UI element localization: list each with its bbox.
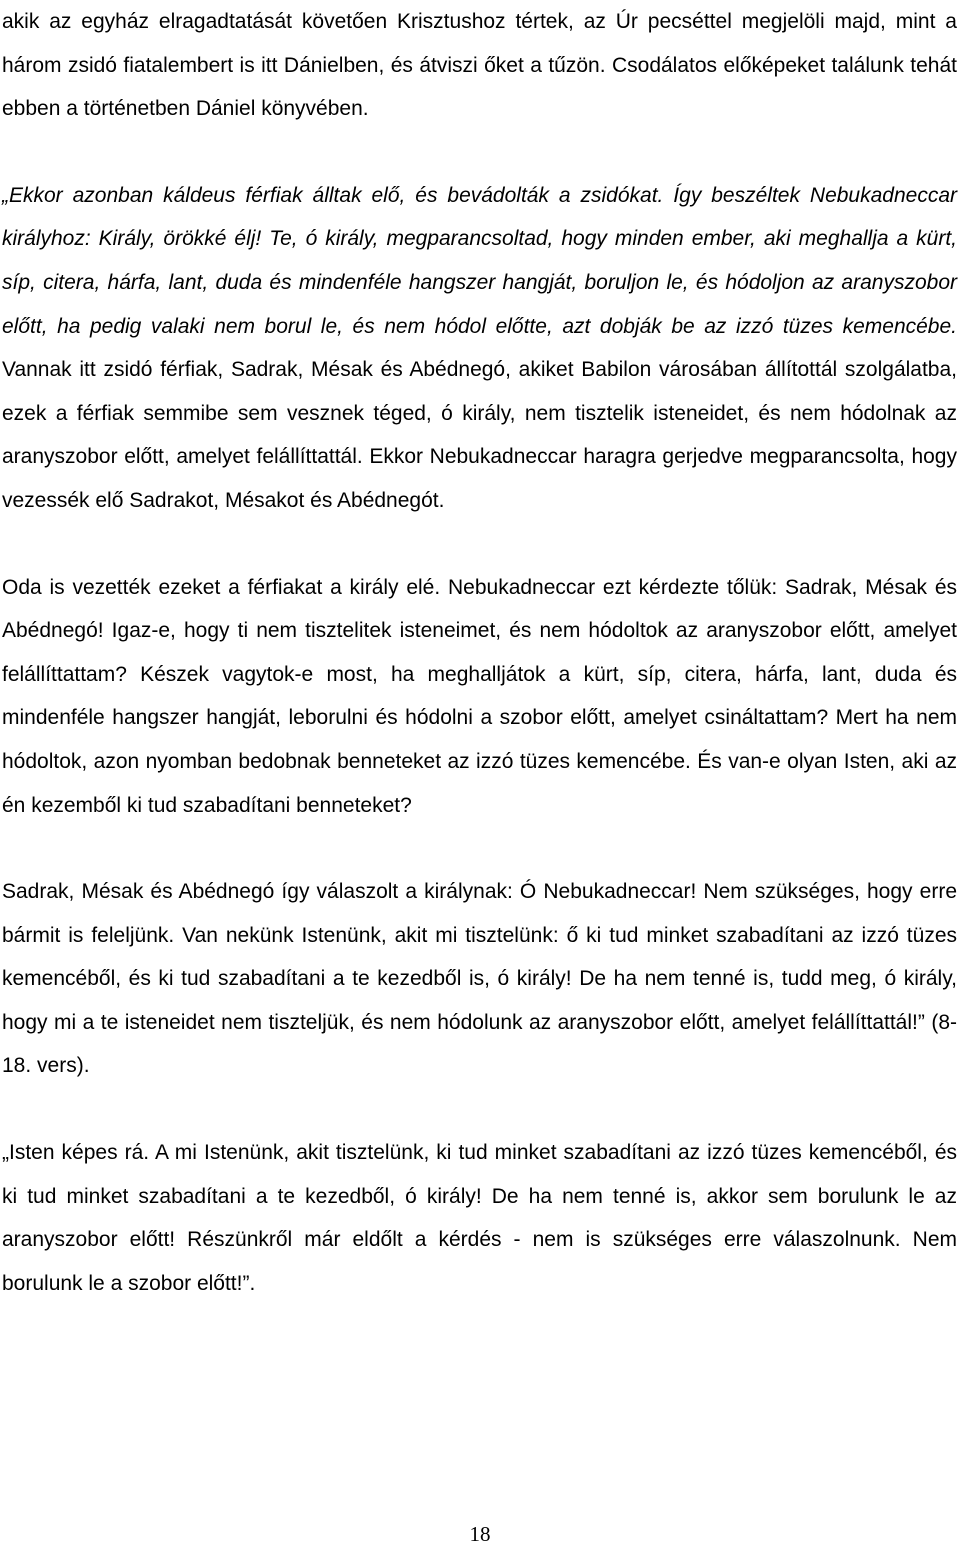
paragraph-1-text: akik az egyház elragadtatását követően Krisztushoz tértek, az Úr pecséttel megjelöli majd, mint a három zsidó fiatalembert is itt Dánielben, és átviszi őket a tűzön. Csodálatos előképeket találunk tehát ebben a történetben Dániel könyvében.: [2, 10, 957, 121]
paragraph-2-text: Vannak itt zsidó férfiak, Sadrak, Mésak és Abédnegó, akiket Babilon városában állítottál szolgálatba, ezek a férfiak semmibe sem vesznek téged, ó király, nem tisztelik isteneidet, és nem hódolnak az aranyszobor előtt, amelyet felállíttattál. Ekkor Nebukadneccar haragra gerjedve megparancsolta, hogy vezessék elő Sadrakot, Mésakot és Abédnegót.: [2, 358, 957, 512]
paragraph-2-quote-italic: „Ekkor azonban káldeus férfiak álltak elő, és bevádolták a zsidókat. Így beszéltek Nebukadneccar királyhoz: Király, örökké élj! Te, ó király, megparancsoltad, hogy minden ember, aki meghallja a kürt, síp, citera, hárfa, lant, duda és mindenféle hangszer hangját, boruljon le, és hódoljon az aranyszobor előtt, ha pedig valaki nem borul le, és nem hódol előtte, azt dobják be az izzó tüzes kemencébe.: [2, 183, 957, 338]
paragraph-3: [2, 566, 957, 828]
paragraph-5: [2, 1131, 957, 1305]
paragraph-4: [2, 870, 957, 1088]
paragraph-1: [2, 0, 957, 131]
paragraph-4-text: Sadrak, Mésak és Abédnegó így válaszolt a királynak: Ó Nebukadneccar! Nem szükséges, hogy erre bármit is feleljünk. Van nekünk Istenünk, akit mi tisztelünk: ő ki tud minket szabadítani az izzó tüzes kemencéből, és ki tud szabadítani a te kezedből is, ó király! De ha nem tenné is, tudd meg, ó király, hogy mi a te isteneidet nem tiszteljük, és nem hódolunk az aranyszobor előtt, amelyet felállíttattál!” (8-18. vers).: [2, 880, 957, 1078]
paragraph-2: [2, 174, 957, 523]
page-number: 18: [469, 1522, 491, 1546]
document-body: [2, 0, 957, 1305]
paragraph-3-text: Oda is vezették ezeket a férfiakat a király elé. Nebukadneccar ezt kérdezte tőlük: Sadrak, Mésak és Abédnegó! Igaz-e, hogy ti nem tisztelitek isteneimet, és nem hódoltok az aranyszobor előtt, amelyet felállíttattam? Készek vagytok-e most, ha meghalljátok a kürt, síp, citera, hárfa, lant, duda és mindenféle hangszer hangját, leborulni és hódolni a szobor előtt, amelyet csináltattam? Mert ha nem hódoltok, azon nyomban bedobnak benneteket az izzó tüzes kemencébe. És van-e olyan Isten, aki az én kezemből ki tud szabadítani benneteket?: [2, 575, 957, 817]
paragraph-5-text: „Isten képes rá. A mi Istenünk, akit tisztelünk, ki tud minket szabadítani az izzó tüzes kemencéből, és ki tud minket szabadítani a te kezedből, ó király! De ha nem tenné is, akkor sem borulunk le az aranyszobor előtt! Részünkről már eldőlt a kérdés - nem is szükséges erre válaszolnunk. Nem borulunk le a szobor előtt!”.: [2, 1141, 957, 1295]
